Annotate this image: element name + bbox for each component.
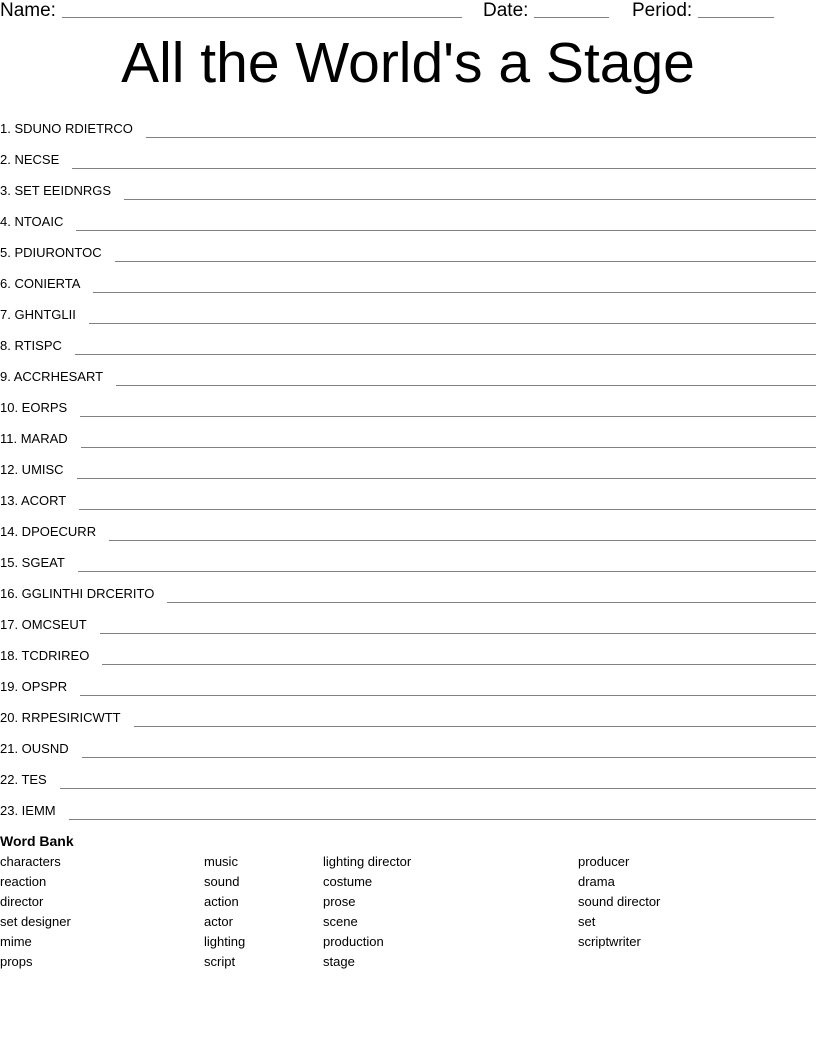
scrambled-word: 6. CONIERTA bbox=[0, 276, 81, 291]
scrambled-word: 19. OPSPR bbox=[0, 679, 68, 694]
scrambled-word: 20. RRPESIRICWTT bbox=[0, 710, 121, 725]
scrambled-word: 5. PDIURONTOC bbox=[0, 245, 102, 260]
question-row bbox=[0, 172, 816, 203]
word-bank-item: producer bbox=[578, 854, 630, 869]
answer-line bbox=[134, 725, 816, 727]
answer-line bbox=[124, 198, 816, 200]
question-row bbox=[0, 761, 816, 792]
scrambled-word: 1. SDUNO RDIETRCO bbox=[0, 121, 133, 136]
word-bank-item: mime bbox=[0, 934, 32, 949]
answer-line bbox=[69, 818, 816, 820]
word-bank-item: stage bbox=[323, 954, 355, 969]
scrambled-word: 3. SET EEIDNRGS bbox=[0, 183, 112, 198]
word-bank-item: music bbox=[204, 854, 238, 869]
answer-line bbox=[89, 322, 816, 324]
answer-line bbox=[78, 570, 816, 572]
scrambled-word: 22. TES bbox=[0, 772, 47, 787]
answer-line bbox=[80, 694, 816, 696]
question-row bbox=[0, 637, 816, 668]
question-row bbox=[0, 203, 816, 234]
question-row bbox=[0, 668, 816, 699]
scrambled-word: 10. EORPS bbox=[0, 400, 68, 415]
answer-line bbox=[100, 632, 816, 634]
question-row bbox=[0, 482, 816, 513]
name-label: Name: bbox=[0, 0, 56, 21]
word-bank-item: lighting bbox=[204, 934, 246, 949]
question-row bbox=[0, 234, 816, 265]
question-row bbox=[0, 792, 816, 823]
word-bank-item: scriptwriter bbox=[578, 934, 641, 949]
scrambled-word: 2. NECSE bbox=[0, 152, 60, 167]
word-bank-item: actor bbox=[204, 914, 233, 929]
word-bank-column bbox=[323, 852, 411, 972]
scrambled-word: 17. OMCSEUT bbox=[0, 617, 87, 632]
date-label: Date: bbox=[483, 0, 529, 21]
answer-line bbox=[75, 353, 816, 355]
word-bank-item: script bbox=[204, 954, 236, 969]
period-blank bbox=[698, 0, 774, 18]
question-row bbox=[0, 296, 816, 327]
scrambled-word: 7. GHNTGLII bbox=[0, 307, 76, 322]
question-row bbox=[0, 327, 816, 358]
word-bank-item: characters bbox=[0, 854, 61, 869]
answer-line bbox=[82, 756, 816, 758]
word-bank-item: scene bbox=[323, 914, 358, 929]
scrambled-word: 18. TCDRIREO bbox=[0, 648, 90, 663]
scrambled-word: 4. NTOAIC bbox=[0, 214, 64, 229]
scrambled-word: 15. SGEAT bbox=[0, 555, 65, 570]
answer-line bbox=[79, 508, 816, 510]
word-bank-item: prose bbox=[323, 894, 356, 909]
answer-line bbox=[93, 291, 816, 293]
word-bank-item: drama bbox=[578, 874, 615, 889]
period-field bbox=[632, 0, 774, 22]
date-field bbox=[483, 0, 609, 22]
question-row bbox=[0, 110, 816, 141]
answer-line bbox=[102, 663, 816, 665]
word-bank-item: set designer bbox=[0, 914, 71, 929]
question-row bbox=[0, 358, 816, 389]
date-blank bbox=[534, 0, 609, 18]
word-bank-item: action bbox=[204, 894, 239, 909]
answer-line bbox=[146, 136, 816, 138]
word-bank-item: sound director bbox=[578, 894, 661, 909]
answer-line bbox=[80, 415, 816, 417]
word-bank-item: production bbox=[323, 934, 384, 949]
scrambled-word: 9. ACCRHESART bbox=[0, 369, 104, 384]
question-row bbox=[0, 575, 816, 606]
scrambled-word: 13. ACORT bbox=[0, 493, 67, 508]
answer-line bbox=[116, 384, 816, 386]
scrambled-word: 23. IEMM bbox=[0, 803, 56, 818]
word-bank-item: director bbox=[0, 894, 44, 909]
question-row bbox=[0, 141, 816, 172]
word-bank-item: lighting director bbox=[323, 854, 412, 869]
question-row bbox=[0, 420, 816, 451]
scrambled-word: 11. MARAD bbox=[0, 431, 68, 446]
question-row bbox=[0, 451, 816, 482]
word-bank-title: Word Bank bbox=[0, 833, 74, 849]
question-row bbox=[0, 699, 816, 730]
question-row bbox=[0, 544, 816, 575]
name-blank bbox=[62, 0, 462, 18]
answer-line bbox=[76, 229, 816, 231]
answer-line bbox=[77, 477, 816, 479]
word-bank-column bbox=[578, 852, 660, 952]
period-label: Period: bbox=[632, 0, 693, 21]
answer-line bbox=[109, 539, 816, 541]
word-bank-item: set bbox=[578, 914, 596, 929]
answer-line bbox=[81, 446, 816, 448]
word-bank-item: sound bbox=[204, 874, 240, 889]
name-field bbox=[0, 0, 462, 22]
word-bank-item: costume bbox=[323, 874, 373, 889]
question-row bbox=[0, 389, 816, 420]
worksheet-header bbox=[0, 0, 816, 22]
word-bank-item: props bbox=[0, 954, 33, 969]
word-bank-column bbox=[0, 852, 71, 972]
word-bank-item: reaction bbox=[0, 874, 47, 889]
word-bank-column bbox=[204, 852, 245, 972]
scrambled-word: 8. RTISPC bbox=[0, 338, 62, 353]
question-list bbox=[0, 110, 816, 823]
worksheet-title: All the World's a Stage bbox=[121, 31, 695, 95]
question-row bbox=[0, 730, 816, 761]
answer-line bbox=[115, 260, 816, 262]
answer-line bbox=[167, 601, 816, 603]
scrambled-word: 12. UMISC bbox=[0, 462, 64, 477]
scrambled-word: 14. DPOECURR bbox=[0, 524, 97, 539]
scrambled-word: 21. OUSND bbox=[0, 741, 69, 756]
question-row bbox=[0, 513, 816, 544]
question-row bbox=[0, 606, 816, 637]
answer-line bbox=[72, 167, 816, 169]
scrambled-word: 16. GGLINTHI DRCERITO bbox=[0, 586, 155, 601]
answer-line bbox=[60, 787, 816, 789]
question-row bbox=[0, 265, 816, 296]
